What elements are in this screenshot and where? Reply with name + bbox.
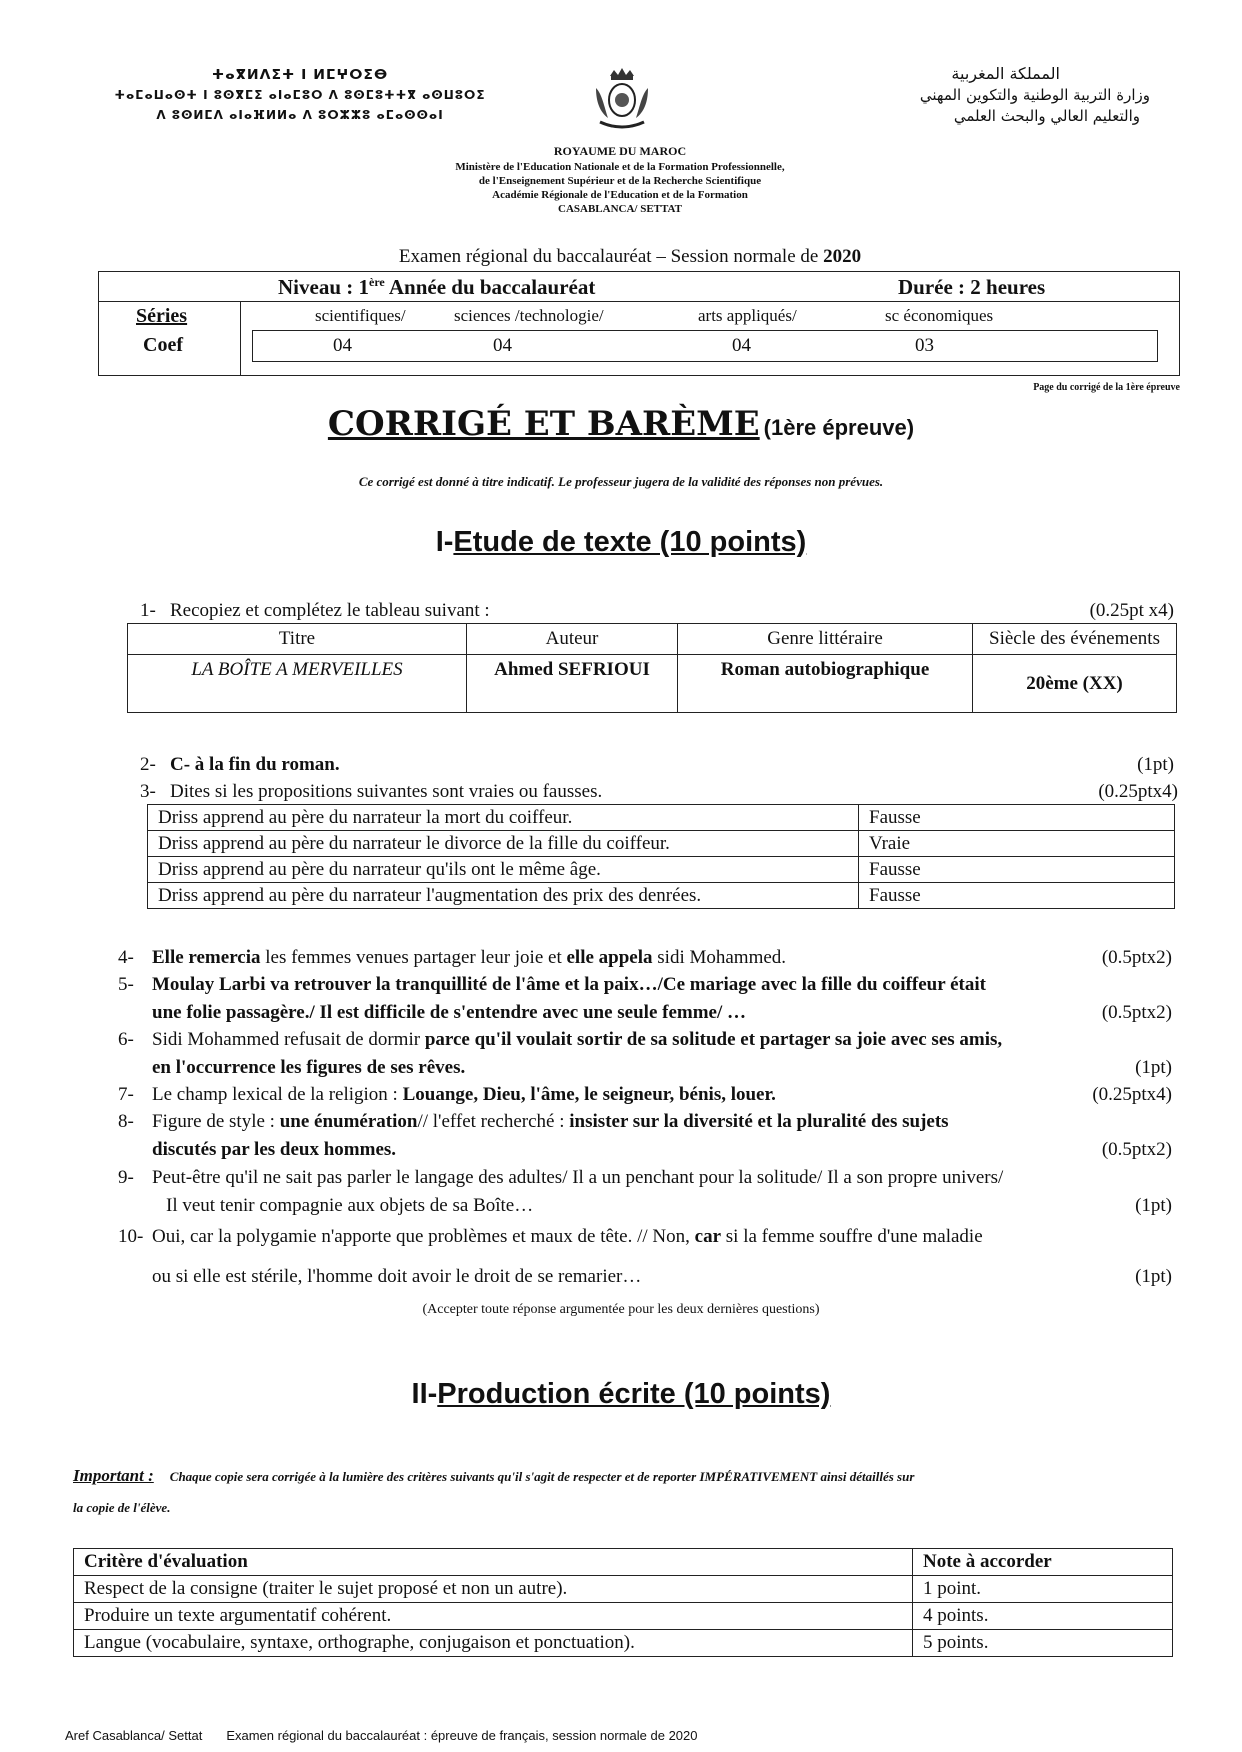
serie-sciences-technologie: sciences /technologie/	[454, 306, 604, 325]
arabic-line-1: المملكة المغربية	[951, 64, 1060, 83]
question-8-line-1	[152, 1109, 949, 1134]
question-8	[118, 1109, 1172, 1161]
section-1-footnote: (Accepter toute réponse argumentée pour les deux dernières questions)	[422, 1302, 820, 1317]
exam-year: 2020	[823, 246, 862, 267]
criteria-header	[74, 1549, 1173, 1576]
critere-3: Langue (vocabulaire, syntaxe, orthographe, conjugaison et ponctuation).	[74, 1630, 913, 1657]
question-4-answer	[152, 945, 786, 970]
critere-1: Respect de la consigne (traiter le sujet proposé et non un autre).	[74, 1576, 913, 1603]
question-10-line-1	[152, 1224, 983, 1249]
question-5-points: (0.5ptx2)	[1101, 1002, 1172, 1023]
section-1-heading	[300, 526, 942, 559]
serie-arts-appliques: arts appliqués/	[698, 306, 797, 325]
q10-text-2: si la femme souffre d'une maladie	[721, 1226, 983, 1247]
question-8-line-2: discutés par les deux hommes.	[152, 1139, 397, 1160]
q4-bold-1: Elle remercia	[152, 947, 261, 968]
tifinagh-line-3: ⴷ ⵓⵙⵍⵎⴷ ⴰⵏⴰⴼⵍⵍⴰ ⴷ ⵓⵔⵣⵣⵓ ⴰⵎⴰⵙⵙⴰⵏ	[156, 108, 444, 122]
section-2-prefix: II-	[411, 1378, 438, 1410]
question-2-answer: C- à la fin du roman.	[170, 754, 340, 775]
critere-2: Produire un texte argumentatif cohérent.	[74, 1603, 913, 1630]
section-1-prefix: I-	[435, 526, 454, 558]
q8-text-2: // l'effet recherché :	[417, 1111, 570, 1132]
header-titre: Titre	[128, 624, 467, 655]
question-4-num: 4-	[118, 947, 134, 968]
question-8-num: 8-	[118, 1111, 134, 1132]
section-2-title: Production écrite (10 points)	[437, 1378, 831, 1410]
statement-4: Driss apprend au père du narrateur l'augmentation des prix des denrées.	[148, 883, 859, 909]
niveau-sup: ère	[369, 275, 385, 289]
question-9-points: (1pt)	[1135, 1195, 1172, 1216]
niveau-text: Niveau : 1	[278, 275, 369, 299]
important-notice	[73, 1466, 1173, 1486]
royaume-label: ROYAUME DU MAROC	[553, 144, 687, 158]
question-1-num: 1-	[140, 600, 156, 621]
answer-4: Fausse	[859, 883, 1175, 909]
q8-bold-1: une énumération	[279, 1111, 418, 1132]
serie-scientifiques: scientifiques/	[315, 306, 406, 325]
q4-text-2: sidi Mohammed.	[652, 947, 787, 968]
q7-text-1: Le champ lexical de la religion :	[152, 1084, 403, 1105]
question-7-num: 7-	[118, 1084, 134, 1105]
question-9-line-2: Il veut tenir compagnie aux objets de sa Boîte…	[166, 1195, 534, 1216]
footer-left: Aref Casablanca/ Settat	[65, 1728, 203, 1743]
niveau-label	[278, 275, 595, 300]
question-1-points: (0.25pt x4)	[1089, 600, 1174, 621]
series-label: Séries	[136, 305, 188, 327]
question-1-table	[127, 623, 1177, 713]
page-title	[200, 404, 1042, 444]
question-4-points: (0.5ptx2)	[1101, 947, 1172, 968]
serie-sc-economiques: sc économiques	[885, 306, 994, 325]
answer-1: Fausse	[859, 805, 1175, 831]
coat-of-arms-emblem	[590, 66, 654, 134]
note-2: 4 points.	[913, 1603, 1173, 1630]
statement-3: Driss apprend au père du narrateur qu'ils ont le même âge.	[148, 857, 859, 883]
question-5	[118, 972, 1172, 1024]
header-siecle: Siècle des événements	[973, 624, 1177, 655]
q8-bold-2: insister sur la diversité et la pluralité des sujets	[569, 1111, 949, 1132]
arabic-line-3: والتعليم العالي والبحث العلمي	[953, 107, 1140, 125]
question-6-line-1	[152, 1027, 1002, 1052]
footer-right: Examen régional du baccalauréat : épreuve de français, session normale de 2020	[226, 1728, 698, 1743]
tifinagh-line-1: ⵜⴰⴳⵍⴷⵉⵜ ⵏ ⵍⵎⵖⵔⵉⴱ	[211, 67, 389, 83]
question-3-points: (0.25ptx4)	[1098, 781, 1178, 802]
question-1-table-header	[128, 624, 1177, 655]
question-10-points: (1pt)	[1135, 1266, 1172, 1287]
coef-sc-economiques: 03	[915, 335, 934, 356]
exam-info-divider	[98, 301, 1180, 302]
question-3-row	[148, 831, 1175, 857]
header-auteur: Auteur	[467, 624, 678, 655]
statement-1: Driss apprend au père du narrateur la mort du coiffeur.	[148, 805, 859, 831]
footer	[65, 1728, 698, 1743]
criteria-row	[74, 1630, 1173, 1657]
q10-bold-1: car	[694, 1226, 722, 1247]
q6-bold-1: parce qu'il voulait sortir de sa solitude et partager sa joie avec ses amis,	[424, 1029, 1003, 1050]
coef-label: Coef	[143, 334, 183, 356]
value-auteur: Ahmed SEFRIOUI	[467, 655, 678, 713]
question-5-line-1: Moulay Larbi va retrouver la tranquillité de l'âme et la paix…/Ce mariage avec la fille du coiffeur était	[152, 974, 986, 995]
arabic-line-2: وزارة التربية الوطنية والتكوين المهني	[919, 86, 1150, 104]
niveau-rest: Année du baccalauréat	[384, 275, 596, 299]
question-3-row	[148, 857, 1175, 883]
question-7-points: (0.25ptx4)	[1092, 1084, 1172, 1105]
header-note: Note à accorder	[913, 1549, 1173, 1576]
important-label: Important :	[73, 1466, 154, 1485]
value-titre: LA BOÎTE A MERVEILLES	[128, 655, 467, 713]
question-6-line-2: en l'occurrence les figures de ses rêves.	[152, 1057, 466, 1078]
coef-box	[252, 330, 1158, 362]
value-siecle: 20ème (XX)	[973, 655, 1177, 713]
question-3-text: Dites si les propositions suivantes sont vraies ou fausses.	[170, 781, 603, 802]
note-3: 5 points.	[913, 1630, 1173, 1657]
question-3-num: 3-	[140, 781, 156, 802]
statement-2: Driss apprend au père du narrateur le divorce de la fille du coiffeur.	[148, 831, 859, 857]
corrige-note: Ce corrigé est donné à titre indicatif. Le professeur jugera de la validité des réponses non prévues.	[358, 474, 884, 489]
question-9	[118, 1165, 1172, 1217]
criteria-row	[74, 1603, 1173, 1630]
q4-bold-2: elle appela	[566, 947, 653, 968]
answer-3: Fausse	[859, 857, 1175, 883]
question-3-table	[147, 804, 1175, 909]
exam-title-text: Examen régional du baccalauréat – Session normale de	[398, 246, 824, 267]
corrige-bareme-title: CORRIGÉ ET BARÈME	[327, 404, 760, 444]
criteria-table	[73, 1548, 1173, 1657]
answer-2: Vraie	[859, 831, 1175, 857]
coef-sciences-technologie: 04	[493, 335, 512, 356]
question-6	[118, 1027, 1172, 1079]
question-5-line-2: une folie passagère./ Il est difficile de s'entendre avec une seule femme/ …	[152, 1002, 747, 1023]
question-9-num: 9-	[118, 1167, 134, 1188]
question-7-answer	[152, 1082, 776, 1107]
question-10-line-2: ou si elle est stérile, l'homme doit avoir le droit de se remarier…	[152, 1266, 642, 1287]
region-line: CASABLANCA/ SETTAT	[558, 203, 682, 215]
coef-scientifiques: 04	[333, 335, 352, 356]
coef-arts-appliques: 04	[732, 335, 751, 356]
q7-bold-1: Louange, Dieu, l'âme, le seigneur, bénis, louer.	[402, 1084, 776, 1105]
epreuve-subtitle: (1ère épreuve)	[763, 415, 915, 440]
question-3-row	[148, 805, 1175, 831]
question-5-num: 5-	[118, 974, 134, 995]
important-text: Chaque copie sera corrigée à la lumière des critères suivants qu'il s'agit de respecter et de reporter IMPÉRATIVEMENT ainsi détaillés sur	[169, 1469, 915, 1484]
section-1-title: Etude de texte (10 points)	[453, 526, 807, 558]
section-2-heading	[250, 1378, 992, 1411]
question-2-num: 2-	[140, 754, 156, 775]
note-1: 1 point.	[913, 1576, 1173, 1603]
question-6-points: (1pt)	[1135, 1057, 1172, 1078]
q8-text-1: Figure de style :	[152, 1111, 280, 1132]
value-genre: Roman autobiographique	[678, 655, 973, 713]
header-genre: Genre littéraire	[678, 624, 973, 655]
question-3-row	[148, 883, 1175, 909]
question-9-line-1: Peut-être qu'il ne sait pas parler le langage des adultes/ Il a un penchant pour la solitude/ Il a son propre univers/	[152, 1167, 1004, 1188]
exam-title	[330, 246, 930, 268]
ministere-line-1: Ministère de l'Education Nationale et de la Formation Professionnelle,	[455, 161, 785, 173]
question-8-points: (0.5ptx2)	[1101, 1139, 1172, 1160]
question-2-points: (1pt)	[1137, 754, 1174, 775]
academie-line: Académie Régionale de l'Education et de la Formation	[492, 189, 748, 201]
question-6-num: 6-	[118, 1029, 134, 1050]
ministere-line-2: de l'Enseignement Supérieur et de la Recherche Scientifique	[478, 175, 762, 187]
duree-label: Durée : 2 heures	[898, 275, 1046, 299]
q6-text-1: Sidi Mohammed refusait de dormir	[152, 1029, 425, 1050]
question-10-num: 10-	[118, 1226, 144, 1247]
q10-text-1: Oui, car la polygamie n'apporte que problèmes et maux de tête. // Non,	[152, 1226, 695, 1247]
question-1-text: Recopiez et complétez le tableau suivant :	[170, 600, 490, 621]
question-10	[118, 1224, 1172, 1294]
series-col-divider	[240, 301, 241, 376]
important-text-2: la copie de l'élève.	[73, 1500, 171, 1515]
page-note: Page du corrigé de la 1ère épreuve	[1033, 382, 1180, 393]
question-1-table-row	[128, 655, 1177, 713]
q4-text-1: les femmes venues partager leur joie et	[260, 947, 567, 968]
header-critere: Critère d'évaluation	[74, 1549, 913, 1576]
tifinagh-line-2: ⵜⴰⵎⴰⵡⴰⵙⵜ ⵏ ⵓⵙⴳⵎⵉ ⴰⵏⴰⵎⵓⵔ ⴷ ⵓⵙⵎⵓⵜⵜⴳ ⴰⵙⵡⵓⵔⵉ	[114, 88, 486, 102]
criteria-row	[74, 1576, 1173, 1603]
